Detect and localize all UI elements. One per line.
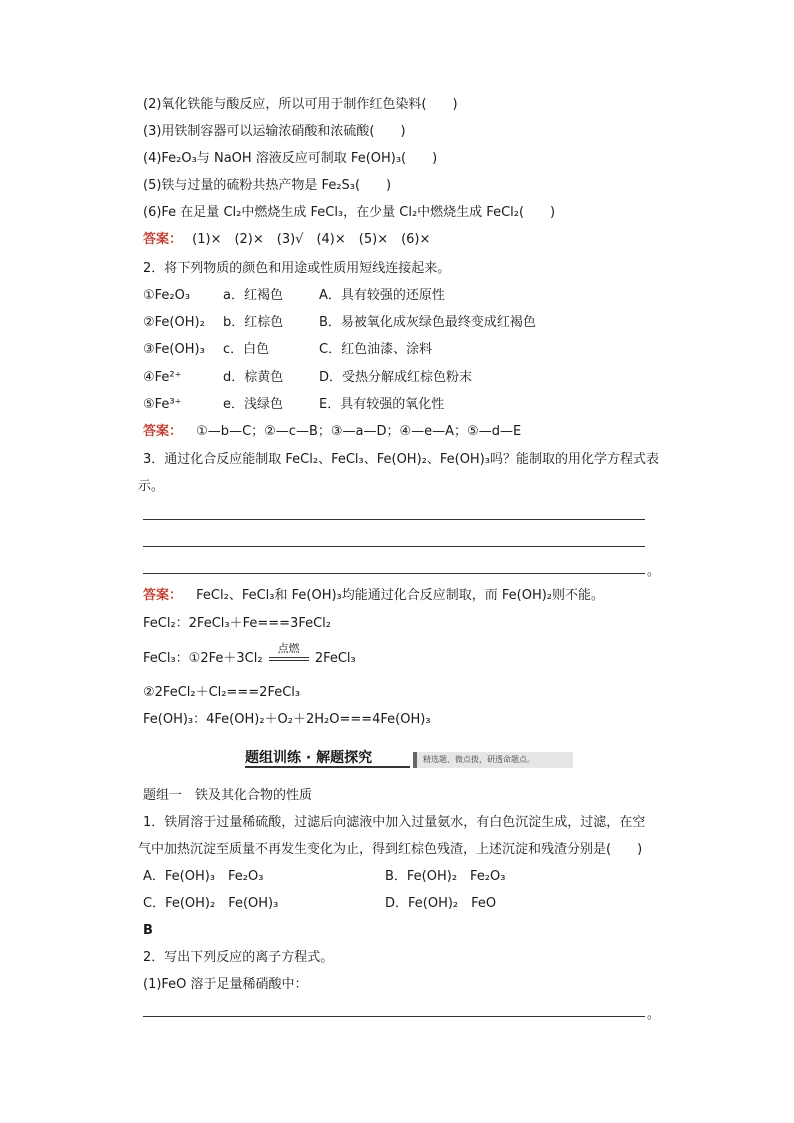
- option-b: B．Fe(OH)₂ Fe₂O₃: [385, 869, 506, 884]
- match-use: E．具有较强的氧化性: [319, 397, 445, 412]
- judge-answer: [143, 231, 430, 249]
- match-use: D．受热分解成红棕色粉末: [319, 370, 473, 385]
- judge-item-4: (4)Fe₂O₃与 NaOH 溶液反应可制取 Fe(OH)₃( ): [143, 151, 438, 166]
- q3-answer: [143, 587, 604, 605]
- answer-blank-line: [143, 519, 645, 520]
- q2-stem: 2．写出下列反应的离子方程式。: [143, 950, 334, 965]
- q2-sub1: (1)FeO 溶于足量稀硝酸中：: [143, 977, 308, 992]
- equation-right: 2FeCl₃: [314, 651, 356, 666]
- q1-stem-line1: 1．铁屑溶于过量稀硫酸，过滤后向滤液中加入过量氨水，有白色沉淀生成，过滤，在空: [143, 815, 646, 830]
- judge-item-3: (3)用铁制容器可以运输浓硝酸和浓硫酸( ): [143, 124, 406, 139]
- banner-underline: [245, 766, 410, 768]
- match-substance: ②Fe(OH)₂: [143, 315, 205, 330]
- match-row: [143, 396, 444, 414]
- match-color: c．白色: [223, 342, 270, 357]
- answer-blank-line: [143, 1016, 645, 1017]
- condition-label: 点燃: [277, 642, 300, 655]
- banner-title: 题组训练 · 解题探究: [245, 750, 373, 766]
- condition-arrow: [267, 642, 311, 668]
- answer-blank-line: [143, 573, 645, 574]
- answer-label: 答案：: [143, 588, 183, 603]
- equation-fecl3-2: ②2FeCl₂＋Cl₂===2FeCl₃: [143, 685, 301, 700]
- option-d: D．Fe(OH)₂ FeO: [385, 896, 497, 911]
- match-substance: ④Fe²⁺: [143, 370, 182, 385]
- equation-fecl3-1: [143, 642, 356, 668]
- match-color: e．浅绿色: [223, 397, 283, 412]
- equation-feoh3: Fe(OH)₃：4Fe(OH)₂＋O₂＋2H₂O===4Fe(OH)₃: [143, 712, 431, 727]
- judge-item-5: (5)铁与过量的硫粉共热产物是 Fe₂S₃( ): [143, 178, 392, 193]
- q3-stem-line1: 3．通过化合反应能制取 FeCl₂、FeCl₃、Fe(OH)₂、Fe(OH)₃吗？能制取的用化学方程式表: [143, 452, 659, 467]
- match-substance: ⑤Fe³⁺: [143, 397, 182, 412]
- option-a: A．Fe(OH)₃ Fe₂O₃: [143, 869, 264, 884]
- q1-answer: B: [143, 923, 153, 938]
- match-row: [143, 287, 445, 305]
- answer-label: 答案：: [143, 424, 183, 439]
- answer-text: FeCl₂、FeCl₃和 Fe(OH)₃均能通过化合反应制取，而 Fe(OH)₂则不能。: [196, 588, 605, 603]
- option-c: C．Fe(OH)₂ Fe(OH)₃: [143, 896, 279, 911]
- match-row: [143, 341, 432, 359]
- answer-text: (1)× (2)× (3)√ (4)× (5)× (6)×: [192, 232, 431, 247]
- banner-tag: 精选题、微点拨，研透命题点。: [413, 752, 573, 768]
- judge-item-2: (2)氧化铁能与酸反应，所以可用于制作红色染料( ): [143, 97, 458, 112]
- end-mark: 。: [647, 564, 661, 579]
- match-row: [143, 369, 472, 387]
- answer-text: ①—b—C；②—c—B；③—a—D；④—e—A；⑤—d—E: [196, 424, 522, 439]
- match-color: a．红褐色: [223, 288, 283, 303]
- equation-left: FeCl₃：①2Fe＋3Cl₂: [143, 651, 263, 666]
- match-color: b．红棕色: [223, 315, 284, 330]
- match-answer: [143, 423, 521, 441]
- match-substance: ①Fe₂O₃: [143, 288, 191, 303]
- match-substance: ③Fe(OH)₃: [143, 342, 205, 357]
- q3-stem-line2: 示。: [138, 479, 165, 494]
- match-use: B．易被氧化成灰绿色最终变成红褐色: [319, 315, 536, 330]
- group-title: 题组一 铁及其化合物的性质: [143, 788, 313, 803]
- match-row: [143, 314, 536, 332]
- match-use: C．红色油漆、涂料: [319, 342, 433, 357]
- match-use: A．具有较强的还原性: [319, 288, 445, 303]
- end-mark: 。: [647, 1007, 661, 1022]
- q1-stem-line2: 气中加热沉淀至质量不再发生变化为止，得到红棕色残渣，上述沉淀和残渣分别是( ): [138, 842, 643, 857]
- match-stem: 2．将下列物质的颜色和用途或性质用短线连接起来。: [143, 261, 451, 276]
- match-color: d．棕黄色: [223, 370, 284, 385]
- answer-label: 答案：: [143, 232, 183, 247]
- section-banner: [245, 745, 575, 769]
- judge-item-6: (6)Fe 在足量 Cl₂中燃烧生成 FeCl₃，在少量 Cl₂中燃烧生成 FeCl₂( ): [143, 205, 556, 220]
- equation-fecl2: FeCl₂：2FeCl₃＋Fe===3FeCl₂: [143, 616, 331, 631]
- answer-blank-line: [143, 546, 645, 547]
